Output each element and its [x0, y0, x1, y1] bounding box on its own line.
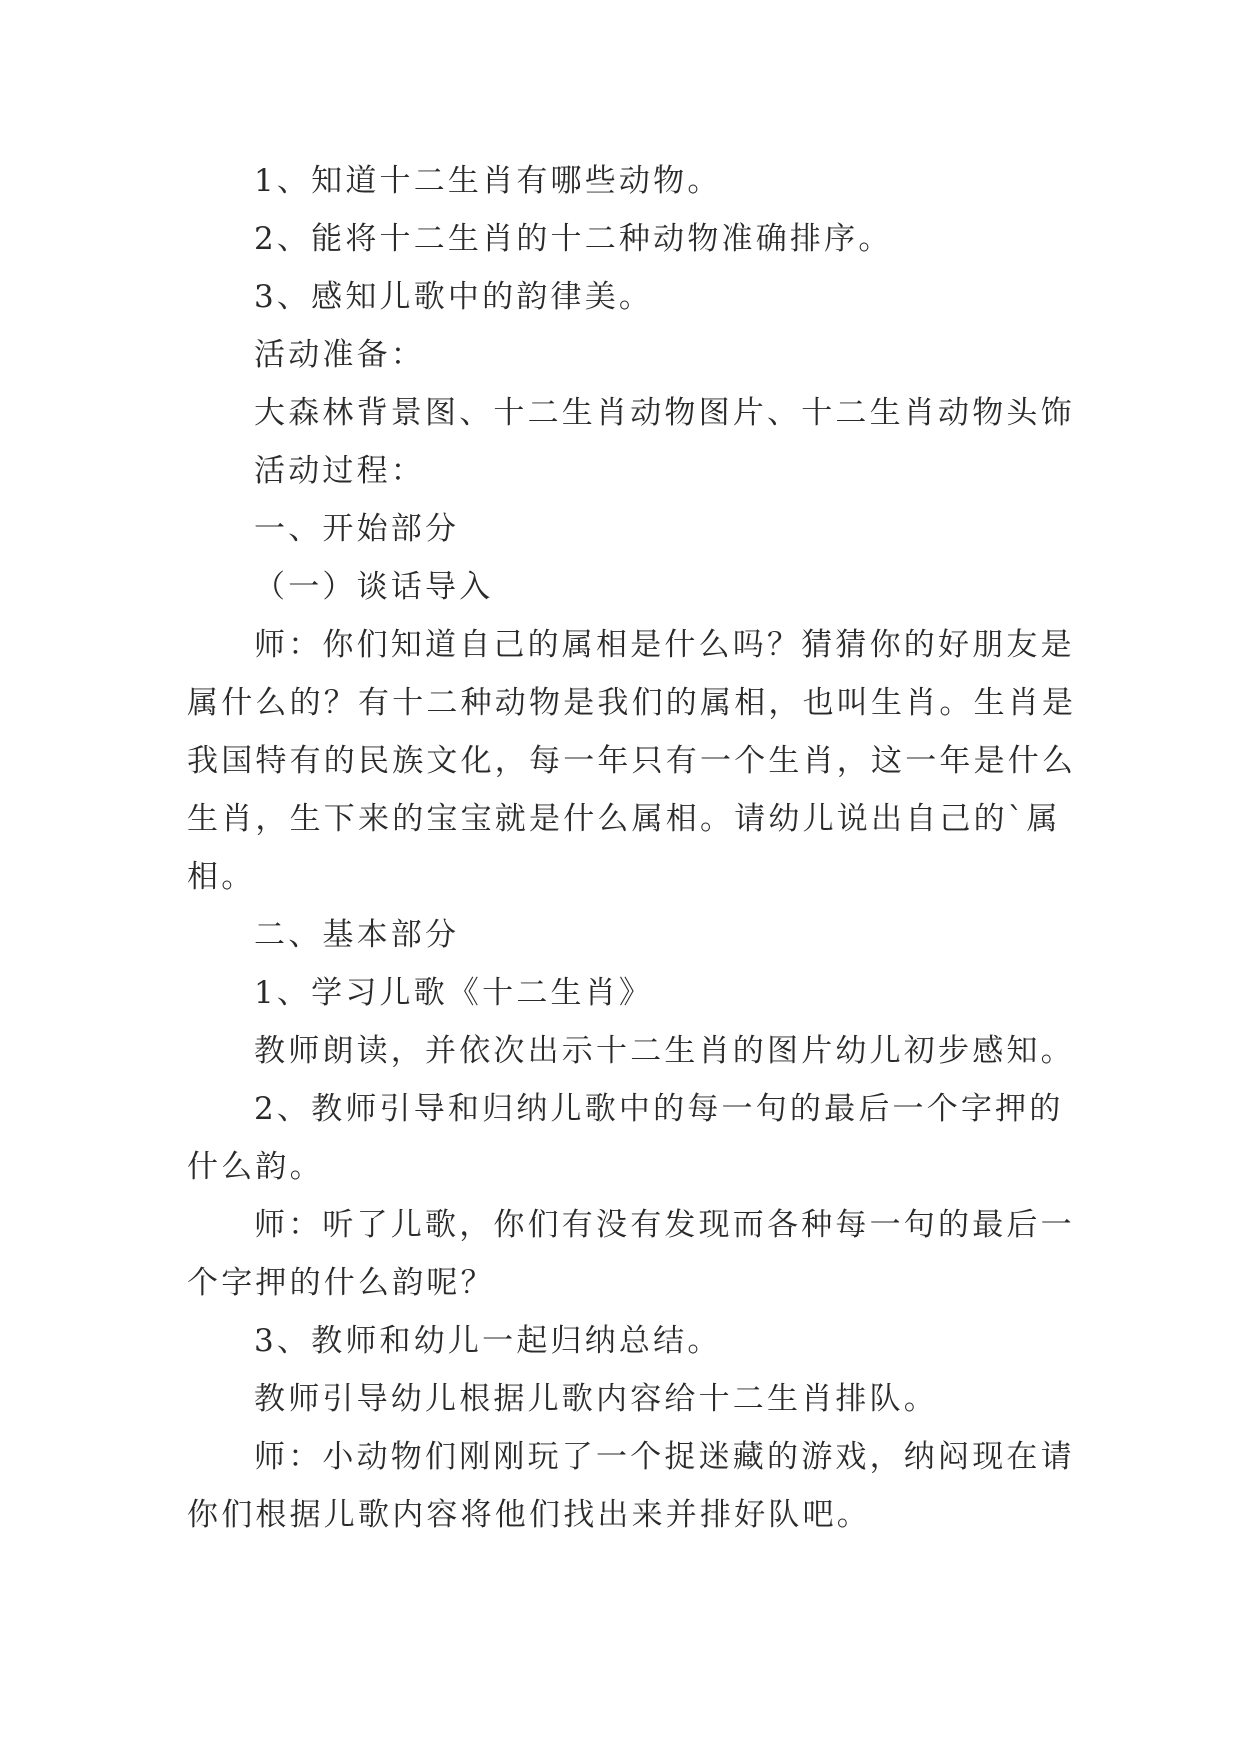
paragraph-line: 你们根据儿歌内容将他们找出来并排好队吧。	[187, 1497, 871, 1533]
step-heading-3: 3、教师和幼儿一起归纳总结。	[254, 1323, 722, 1359]
section-heading-basic: 二、基本部分	[254, 917, 460, 953]
objective-line-1: 1、知道十二生肖有哪些动物。	[254, 163, 722, 199]
paragraph-line: 我国特有的民族文化，每一年只有一个生肖，这一年是什么	[187, 743, 1077, 779]
step-heading-1: 1、学习儿歌《十二生肖》	[254, 975, 654, 1011]
paragraph-line: 教师朗读，并依次出示十二生肖的图片幼儿初步感知。	[254, 1033, 1075, 1069]
paragraph-line: 师：听了儿歌，你们有没有发现而各种每一句的最后一	[254, 1207, 1075, 1243]
objective-line-3: 3、感知儿歌中的韵律美。	[254, 279, 654, 315]
section-heading-process: 活动过程：	[254, 453, 425, 489]
paragraph-line: 个字押的什么韵呢？	[187, 1265, 495, 1301]
paragraph-line: 师：你们知道自己的属相是什么吗？猜猜你的好朋友是	[254, 627, 1075, 663]
subsection-heading-talk: （一）谈话导入	[254, 569, 494, 605]
section-heading-opening: 一、开始部分	[254, 511, 460, 547]
section-heading-preparation: 活动准备：	[254, 337, 425, 373]
paragraph-line: 相。	[187, 859, 256, 895]
preparation-materials: 大森林背景图、十二生肖动物图片、十二生肖动物头饰	[254, 395, 1075, 431]
objective-line-2: 2、能将十二生肖的十二种动物准确排序。	[254, 221, 893, 257]
paragraph-line: 师：小动物们刚刚玩了一个捉迷藏的游戏，纳闷现在请	[254, 1439, 1075, 1475]
step-heading-2: 2、教师引导和归纳儿歌中的每一句的最后一个字押的	[254, 1091, 1064, 1127]
paragraph-line: 什么韵。	[187, 1149, 324, 1185]
paragraph-line: 属什么的？有十二种动物是我们的属相，也叫生肖。生肖是	[187, 685, 1077, 721]
document-body	[187, 152, 1077, 1544]
paragraph-line: 教师引导幼儿根据儿歌内容给十二生肖排队。	[254, 1381, 938, 1417]
paragraph-line: 生肖，生下来的宝宝就是什么属相。请幼儿说出自己的`属	[187, 801, 1061, 837]
